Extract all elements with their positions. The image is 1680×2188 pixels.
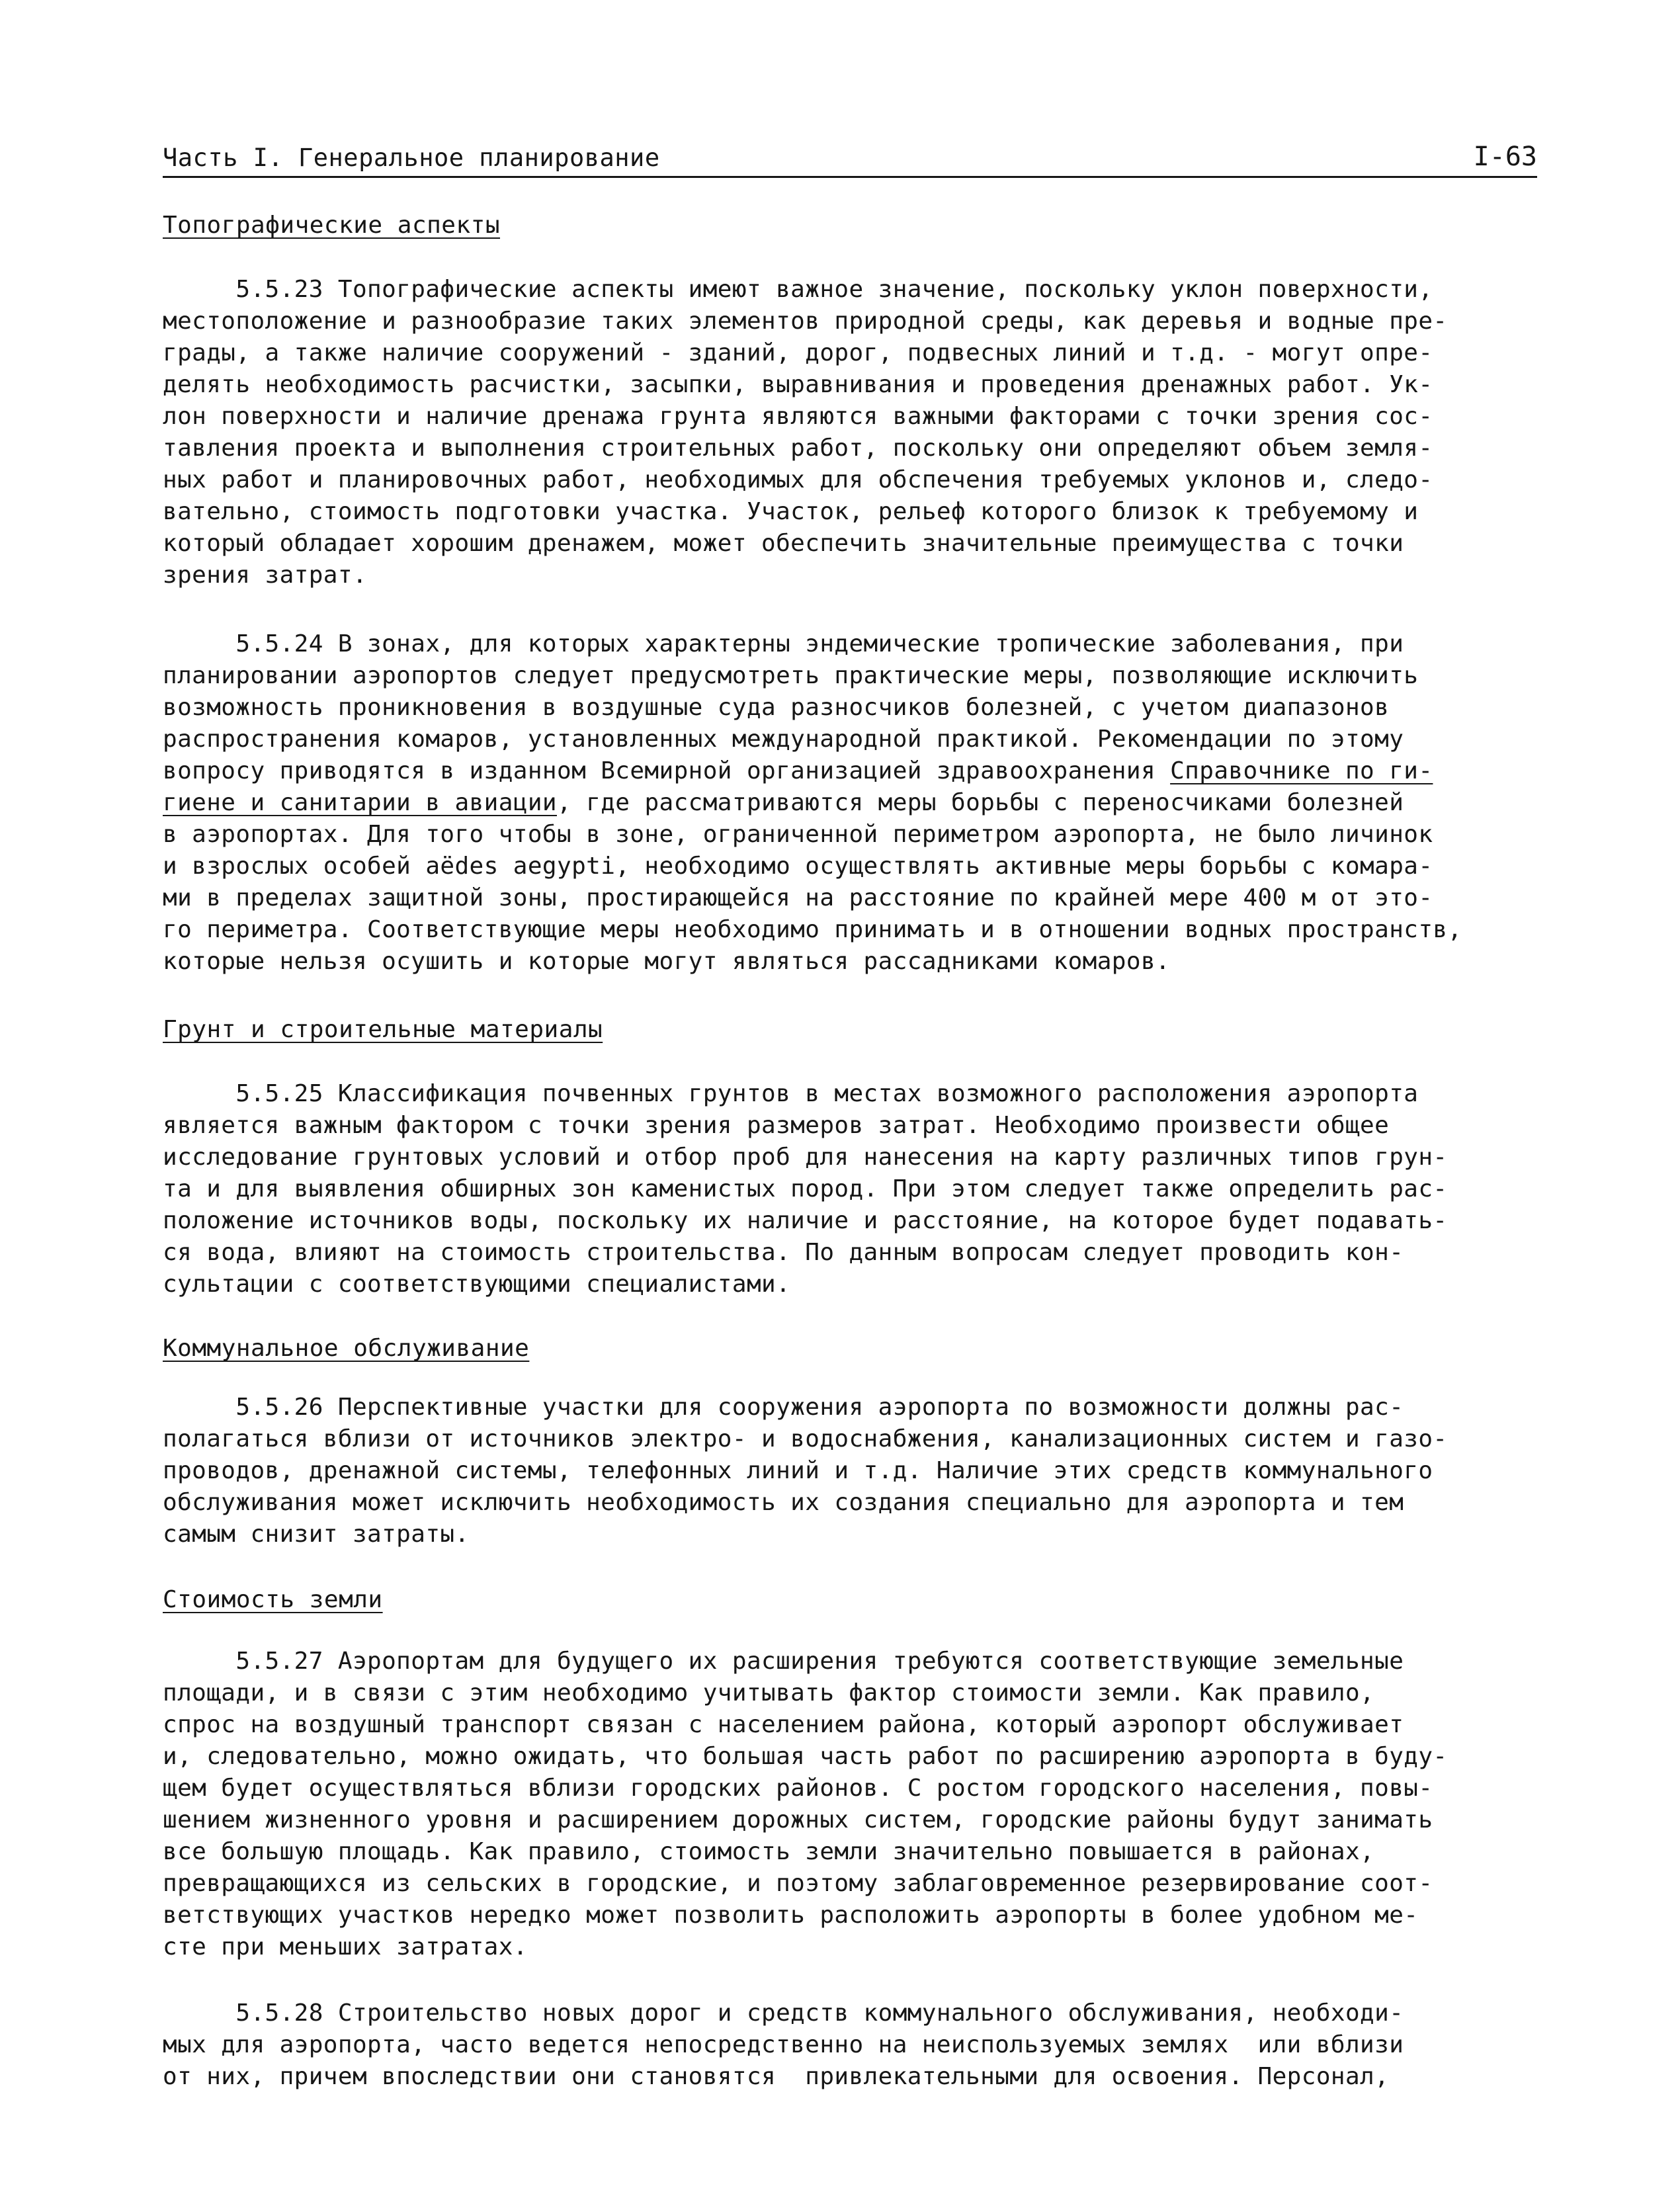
text-segment: , где рассматриваются меры борьбы с переносчиками болезней [557,789,1404,816]
paragraph-5-5-23 [163,274,1585,591]
text-line: зрения затрат. [163,562,368,589]
text-line: местоположение и разнообразие таких элементов природной среды, как деревья и водные пре- [163,308,1448,335]
text-line: распространения комаров, установленных международной практикой. Рекомендации по этому [163,726,1404,753]
paragraph-5-5-26 [163,1392,1585,1550]
text-line: и, следовательно, можно ожидать, что большая часть работ по расширению аэропорта в буду- [163,1743,1448,1770]
section-heading: Грунт и строительные материалы [163,1016,603,1043]
text-line: шением жизненного уровня и расширением дорожных систем, городские районы будут занимать [163,1806,1433,1833]
text-segment: вопросу приводятся в изданном Всемирной организацией здравоохранения [163,757,1171,784]
text-line: тавления проекта и выполнения строительных работ, поскольку они определяют объем земля- [163,435,1433,462]
text-line: 5.5.24 В зонах, для которых характерны эндемические тропические заболевания, при [163,630,1404,657]
text-line: вательно, стоимость подготовки участка. Участок, рельеф которого близок к требуемому и [163,498,1419,525]
text-line: сультации с соответствующими специалистами. [163,1271,791,1298]
text-line: ми в пределах защитной зоны, простирающейся на расстояние по крайней мере 400 м от это- [163,884,1433,911]
text-line: 5.5.28 Строительство новых дорог и средств коммунального обслуживания, необходи- [163,1999,1404,2027]
paragraph-5-5-27 [163,1646,1585,1963]
header-title: Часть I. Генеральное планирование [163,144,660,172]
text-line: грады, а также наличие сооружений - зданий, дорог, подвесных линий и т.д. - могут опре- [163,339,1433,366]
section-heading: Стоимость земли [163,1586,383,1613]
section-heading: Коммунальное обслуживание [163,1335,530,1362]
text-line: сте при меньших затратах. [163,1933,528,1960]
text-line: 5.5.27 Аэропортам для будущего их расширения требуются соответствующие земельные [163,1648,1404,1675]
handbook-title-part1: Справочнике по ги- [1170,757,1433,784]
text-line: исследование грунтовых условий и отбор проб для нанесения на карту различных типов грун- [163,1144,1448,1171]
text-line: та и для выявления обширных зон каменистых пород. При этом следует также определить рас- [163,1175,1448,1202]
paragraph-5-5-24 [163,628,1585,978]
text-line: 5.5.25 Классификация почвенных грунтов в местах возможного расположения аэропорта [163,1080,1419,1107]
text-line: лон поверхности и наличие дренажа грунта являются важными факторами с точки зрения сос- [163,403,1433,430]
page-number: I-63 [1473,142,1537,172]
text-line: в аэропортах. Для того чтобы в зоне, ограниченной периметром аэропорта, не было личинок [163,821,1433,848]
text-line: возможность проникновения в воздушные суда разносчиков болезней, с учетом диапазонов [163,694,1390,721]
text-line: го периметра. Соответствующие меры необходимо принимать и в отношении водных пространств, [163,916,1462,943]
text-line: проводов, дренажной системы, телефонных линий и т.д. Наличие этих средств коммунального [163,1457,1433,1484]
text-line: делять необходимость расчистки, засыпки, выравнивания и проведения дренажных работ. Ук- [163,371,1433,398]
text-line: щем будет осуществляться вблизи городских районов. С ростом городского населения, повы- [163,1775,1433,1802]
text-line: которые нельзя осушить и которые могут являться рассадниками комаров. [163,948,1171,975]
paragraph-5-5-25 [163,1078,1585,1300]
text-line: 5.5.23 Топографические аспекты имеют важное значение, поскольку уклон поверхности, [163,276,1433,303]
text-line: полагаться вблизи от источников электро- и водоснабжения, канализационных систем и газо- [163,1425,1448,1452]
text-line: самым снизит затраты. [163,1521,470,1548]
text-line: который обладает хорошим дренажем, может обеспечить значительные преимущества с точки [163,530,1404,557]
page-header [163,136,1537,178]
text-line-with-reference [163,787,1585,819]
text-line-with-reference [163,755,1585,787]
text-line: площади, и в связи с этим необходимо учитывать фактор стоимости земли. Как правило, [163,1679,1375,1706]
text-line: ветствующих участков нередко может позволить расположить аэропорты в более удобном ме- [163,1902,1419,1929]
text-line: от них, причем впоследствии они становятся привлекательными для освоения. Персонал, [163,2063,1390,2090]
text-line: обслуживания может исключить необходимость их создания специально для аэропорта и тем [163,1489,1404,1516]
text-line: превращающихся из сельских в городские, и поэтому заблаговременное резервирование соот- [163,1870,1433,1897]
text-line: спрос на воздушный транспорт связан с населением района, который аэропорт обслуживает [163,1711,1404,1738]
text-line: ся вода, влияют на стоимость строительства. По данным вопросам следует проводить кон- [163,1239,1404,1266]
paragraph-5-5-28 [163,1998,1585,2093]
text-line: ных работ и планировочных работ, необходимых для обспечения требуемых уклонов и, следо- [163,466,1433,493]
text-line: и взрослых особей aëdes aegypti, необходимо осуществлять активные меры борьбы с комара- [163,853,1433,880]
text-line: положение источников воды, поскольку их наличие и расстояние, на которое будет подавать- [163,1207,1448,1234]
text-line: все большую площадь. Как правило, стоимость земли значительно повышается в районах, [163,1838,1375,1865]
section-heading: Топографические аспекты [163,212,500,239]
text-line: мых для аэропорта, часто ведется непосредственно на неиспользуемых землях или вблизи [163,2031,1404,2058]
text-line: планировании аэропортов следует предусмотреть практические меры, позволяющие исключить [163,662,1419,689]
text-line: 5.5.26 Перспективные участки для сооружения аэропорта по возможности должны рас- [163,1394,1404,1421]
text-line: является важным фактором с точки зрения размеров затрат. Необходимо произвести общее [163,1112,1390,1139]
handbook-title-part2: гиене и санитарии в авиации [163,789,557,816]
